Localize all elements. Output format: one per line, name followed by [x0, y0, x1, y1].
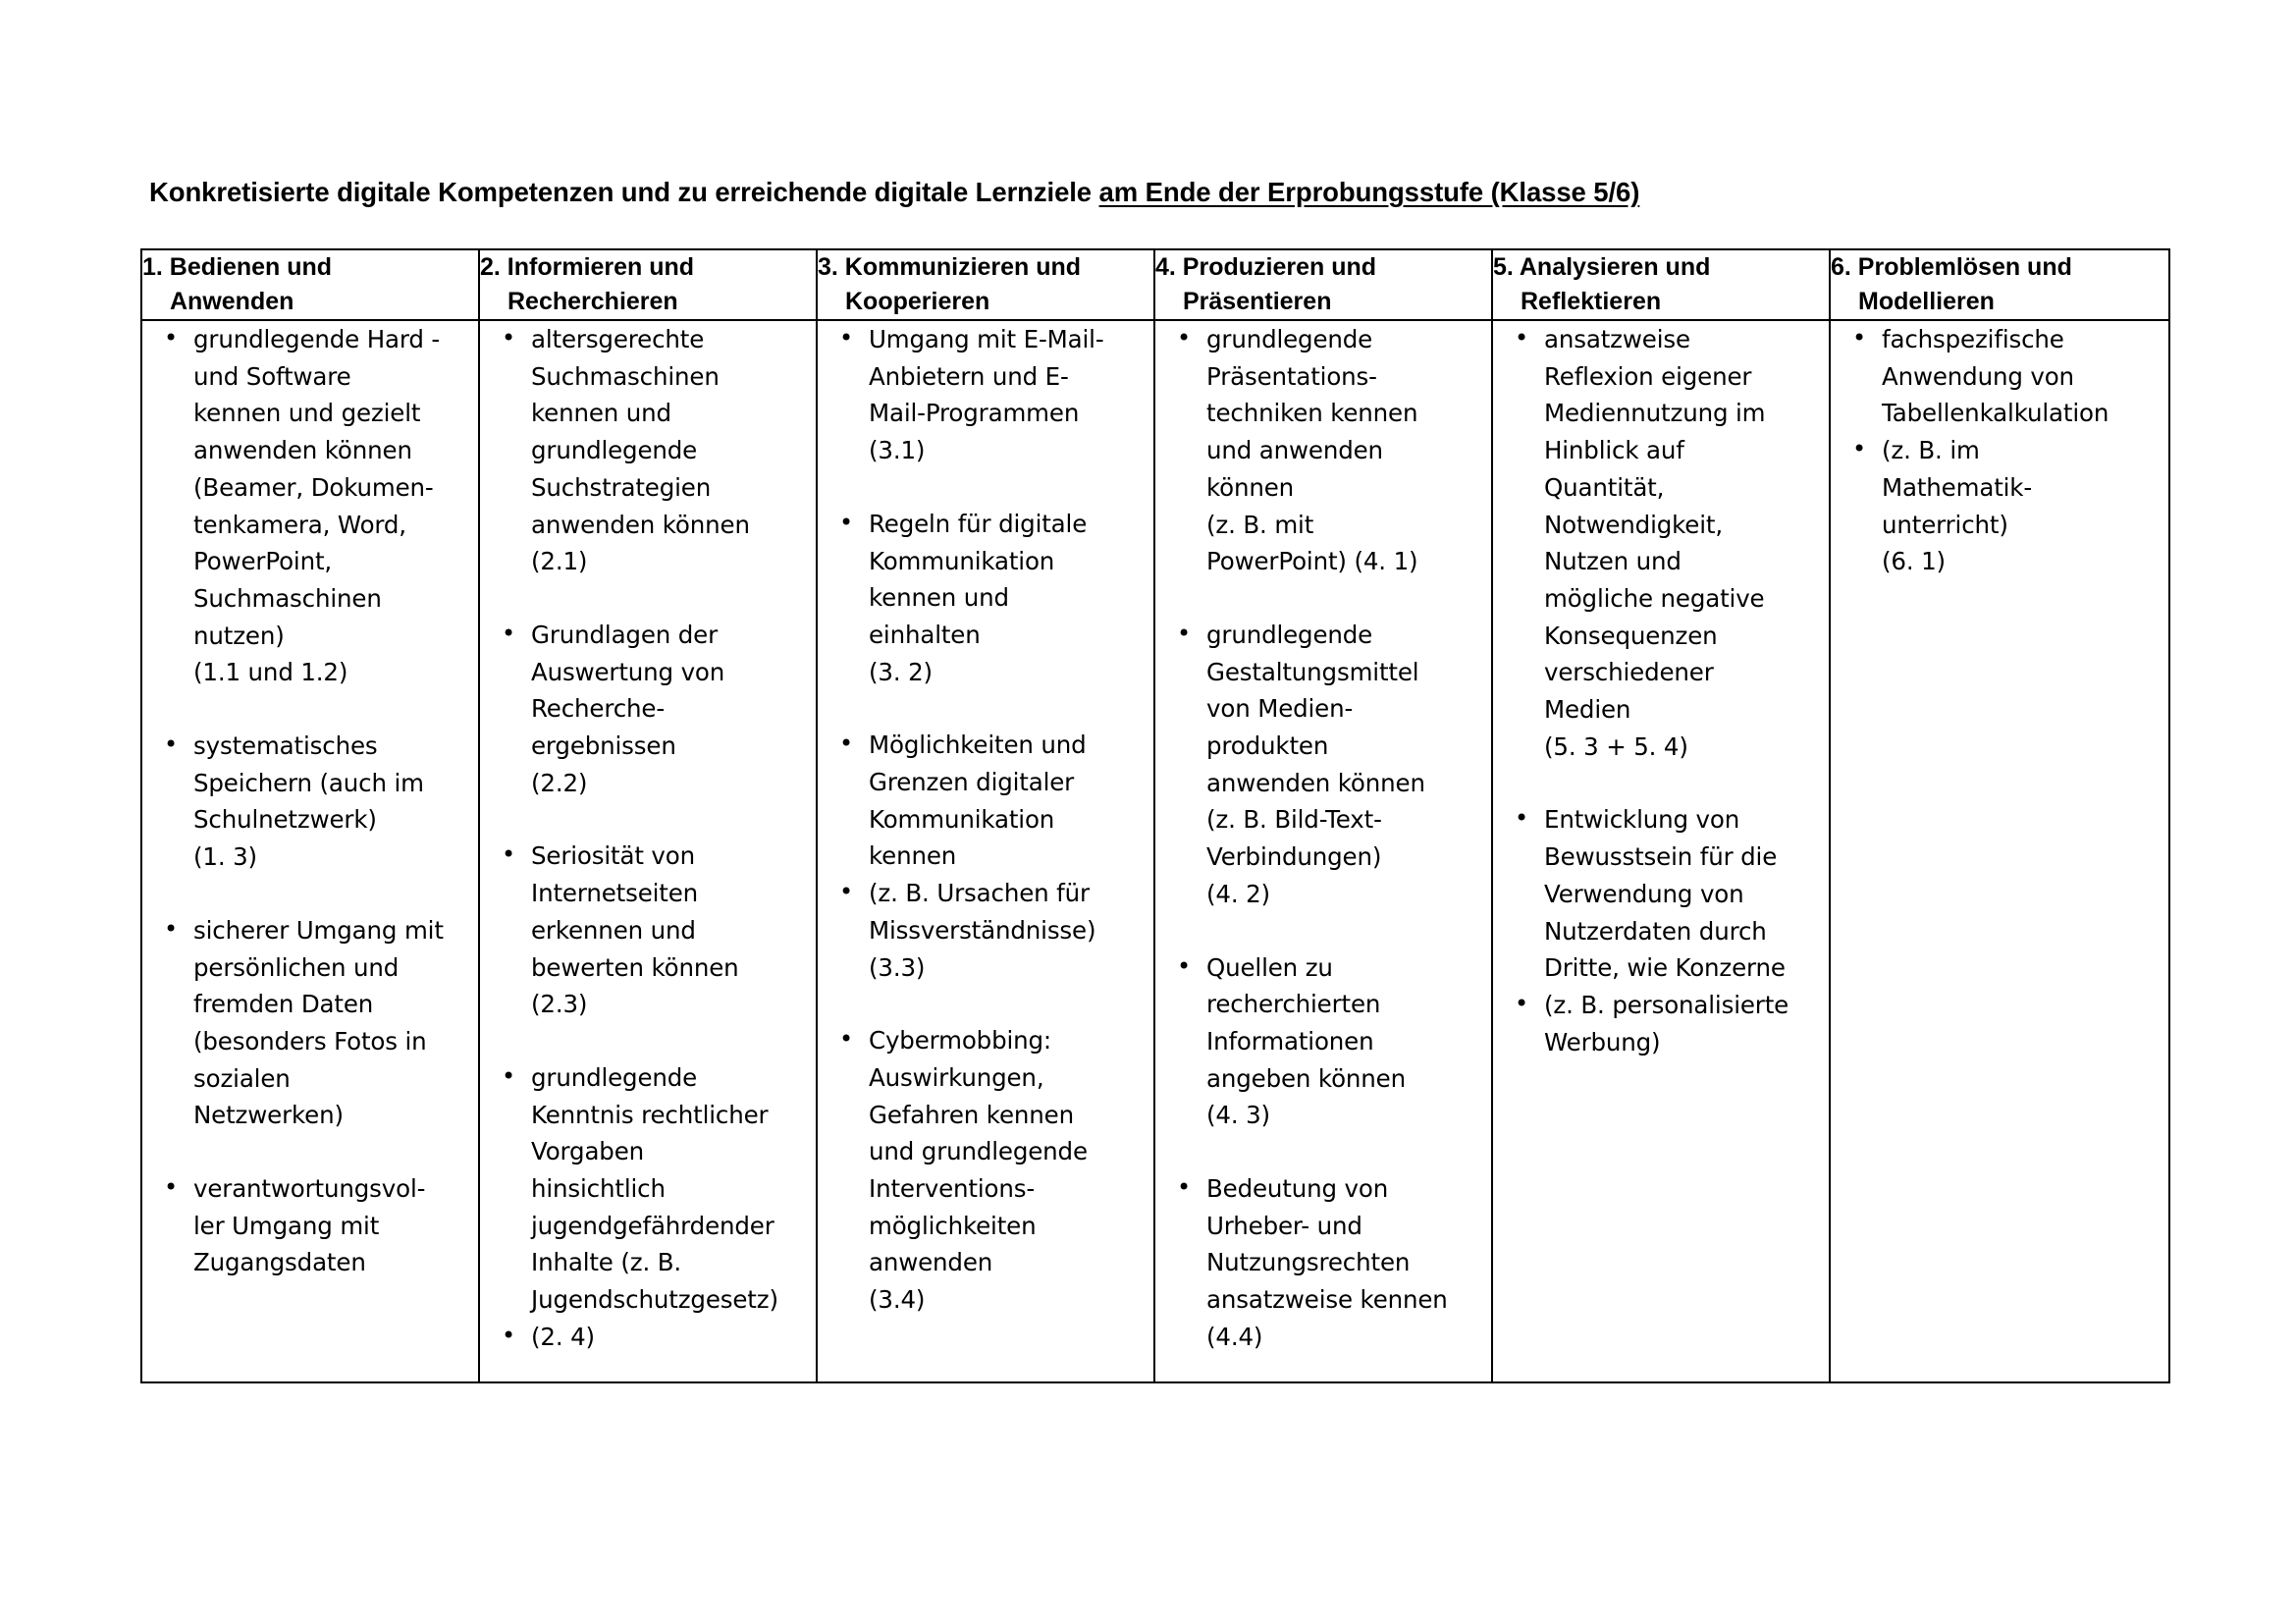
list-item: [480, 617, 816, 802]
list-item-line: Notwendigkeit,: [1544, 510, 1723, 539]
table-body-row: [141, 320, 2169, 1382]
list-item: [142, 728, 478, 876]
list-item-line: Mediennutzung im: [1544, 399, 1766, 428]
list-item: [142, 912, 478, 1134]
list-item: [1831, 321, 2168, 432]
list-item: [818, 321, 1153, 469]
list-item-line: Nutzerdaten durch: [1544, 916, 1767, 946]
list-item: [480, 1319, 816, 1356]
list-item-line: jugendgefährdender: [531, 1211, 774, 1240]
list-item-line: (4. 2): [1206, 879, 1270, 908]
list-item-line: möglichkeiten: [869, 1211, 1037, 1240]
list-item: [1155, 617, 1491, 913]
column-body-4: [1154, 320, 1492, 1382]
list-item-line: (1.1 und 1.2): [193, 658, 348, 687]
list-item-line: Dritte, wie Konzerne: [1544, 953, 1786, 983]
list-item-line: und anwenden: [1206, 436, 1383, 465]
bullet-list-3: [818, 321, 1153, 1319]
competencies-table: [140, 248, 2170, 1383]
list-item-line: erkennen und: [531, 915, 696, 945]
list-item-line: kennen und: [531, 399, 671, 428]
list-item-line: Gefahren kennen: [869, 1100, 1074, 1129]
list-item-line: grundlegende: [531, 436, 698, 465]
list-item-line: • altersgerechte: [531, 325, 705, 353]
list-item-line: Auswertung von: [531, 657, 725, 686]
list-item-line: Nutzen und: [1544, 547, 1682, 576]
list-item-line: kennen und gezielt: [193, 399, 421, 428]
list-item-line: Tabellenkalkulation: [1882, 399, 2109, 428]
list-item-line: Nutzungsrechten: [1206, 1248, 1411, 1277]
list-item-line: Schulnetzwerk): [193, 805, 377, 835]
column-header-3-line1: 3. Kommunizieren und: [818, 253, 1082, 281]
list-item: [1155, 949, 1491, 1135]
list-item-line: Mail-Programmen: [869, 399, 1080, 428]
list-item: [818, 727, 1153, 875]
column-header-2: [479, 249, 817, 320]
list-item-line: • Möglichkeiten und: [869, 731, 1087, 760]
list-item-line: Speichern (auch im: [193, 768, 424, 797]
list-item-line: Auswirkungen,: [869, 1062, 1044, 1092]
list-item-line: kennen: [869, 841, 957, 871]
column-header-6: [1830, 249, 2169, 320]
list-item-line: unterricht): [1882, 510, 2008, 539]
list-item-line: • verantwortungsvol-: [193, 1174, 426, 1204]
list-item-line: Jugendschutzgesetz): [531, 1285, 778, 1315]
list-item-line: (1. 3): [193, 842, 257, 872]
list-item-line: Kommunikation: [869, 546, 1055, 575]
list-item-line: Internetseiten: [531, 879, 699, 908]
bullet-list-4: [1155, 321, 1491, 1356]
list-item-line: (6. 1): [1882, 547, 1946, 576]
list-item-line: Informationen: [1206, 1026, 1374, 1056]
list-item-line: Bewusstsein für die: [1544, 842, 1778, 872]
list-item-line: • (z. B. Ursachen für: [869, 879, 1090, 908]
list-item: [480, 1059, 816, 1319]
list-item-line: (3. 2): [869, 657, 933, 686]
list-item-line: Missverständnisse): [869, 915, 1096, 945]
list-item-line: (5. 3 + 5. 4): [1544, 731, 1688, 761]
column-header-6-line2: Modellieren: [1858, 288, 1995, 315]
list-item-line: anwenden können: [193, 436, 412, 465]
list-item-line: produkten: [1206, 731, 1329, 761]
list-item: [1155, 1170, 1491, 1356]
list-item-line: techniken kennen: [1206, 399, 1418, 428]
list-item-line: Präsentations-: [1206, 361, 1377, 391]
list-item-line: (2.3): [531, 990, 588, 1019]
list-item-line: • Cybermobbing:: [869, 1026, 1052, 1056]
list-item-line: kennen und: [869, 583, 1009, 613]
list-item-line: Inhalte (z. B.: [531, 1248, 682, 1277]
list-item-line: Reflexion eigener: [1544, 361, 1752, 391]
list-item-line: (3.3): [869, 952, 926, 982]
list-item-line: (4.4): [1206, 1322, 1263, 1351]
list-item: [1155, 321, 1491, 580]
list-item-line: • Umgang mit E-Mail-: [869, 325, 1104, 353]
list-item-line: anwenden können: [531, 510, 750, 539]
column-header-6-line1: 6. Problemlösen und: [1831, 253, 2072, 281]
list-item-line: hinsichtlich: [531, 1174, 666, 1204]
list-item-line: Suchstrategien: [531, 472, 712, 502]
list-item: [818, 875, 1153, 986]
list-item-line: PowerPoint) (4. 1): [1206, 547, 1418, 576]
column-body-5: [1492, 320, 1830, 1382]
list-item-line: recherchierten: [1206, 990, 1381, 1019]
list-item-line: persönlichen und: [193, 952, 400, 982]
list-item-line: • (z. B. im: [1882, 436, 1980, 465]
list-item-line: • systematisches: [193, 731, 378, 761]
column-header-2-line2: Recherchieren: [507, 288, 678, 315]
list-item-line: Netzwerken): [193, 1101, 344, 1130]
list-item-line: • Regeln für digitale: [869, 509, 1088, 538]
column-body-3: [817, 320, 1154, 1382]
list-item-line: • Bedeutung von: [1206, 1174, 1389, 1204]
list-item-line: Anwendung von: [1882, 361, 2074, 391]
column-header-5-line2: Reflektieren: [1521, 288, 1662, 315]
list-item: [818, 506, 1153, 691]
list-item: [1493, 321, 1829, 765]
list-item-line: • Grundlagen der: [531, 620, 719, 649]
list-item-line: können: [1206, 472, 1295, 502]
list-item-line: • sicherer Umgang mit: [193, 915, 444, 945]
list-item: [142, 1170, 478, 1281]
column-header-4-line2: Präsentieren: [1183, 288, 1332, 315]
list-item: [1493, 801, 1829, 987]
list-item-line: Verbindungen): [1206, 842, 1382, 872]
column-header-4: [1154, 249, 1492, 320]
list-item-line: ergebnissen: [531, 731, 676, 761]
list-item-line: verschiedener: [1544, 658, 1714, 687]
list-item-line: (4. 3): [1206, 1101, 1270, 1130]
bullet-list-6: [1831, 321, 2168, 580]
bullet-list-1: [142, 321, 478, 1281]
list-item-line: Werbung): [1544, 1027, 1661, 1056]
column-header-1-line2: Anwenden: [170, 288, 294, 315]
list-item-line: angeben können: [1206, 1063, 1406, 1093]
bullet-list-2: [480, 321, 816, 1356]
table-header-row: [141, 249, 2169, 320]
column-body-6: [1830, 320, 2169, 1382]
list-item-line: • Seriosität von: [531, 841, 695, 871]
list-item-line: Suchmaschinen: [193, 583, 382, 613]
list-item-line: ansatzweise kennen: [1206, 1285, 1448, 1315]
page-title-plain: Konkretisierte digitale Kompetenzen und zu erreichende digitale Lernziele: [149, 177, 1099, 207]
list-item-line: • Quellen zu: [1206, 952, 1333, 982]
list-item: [1831, 432, 2168, 580]
list-item-line: Hinblick auf: [1544, 436, 1684, 465]
column-header-3: [817, 249, 1154, 320]
list-item-line: • fachspezifische: [1882, 325, 2064, 353]
list-item-line: (3.1): [869, 436, 926, 465]
list-item-line: tenkamera, Word,: [193, 510, 406, 539]
list-item-line: sozialen: [193, 1063, 291, 1093]
list-item-line: Quantität,: [1544, 472, 1665, 502]
bullet-list-5: [1493, 321, 1829, 1060]
list-item-line: Vorgaben: [531, 1137, 645, 1166]
list-item-line: • Entwicklung von: [1544, 805, 1740, 835]
list-item-line: von Medien-: [1206, 694, 1354, 724]
page-title: [149, 176, 2171, 209]
column-header-2-line1: 2. Informieren und: [480, 253, 695, 281]
list-item-line: • grundlegende: [1206, 620, 1373, 649]
list-item-line: Interventions-: [869, 1174, 1036, 1204]
column-header-1-line1: 1. Bedienen und: [142, 253, 333, 281]
list-item-line: (z. B. mit: [1206, 510, 1314, 539]
list-item-line: Suchmaschinen: [531, 361, 720, 391]
column-header-4-line1: 4. Produzieren und: [1155, 253, 1377, 281]
list-item-line: Kommunikation: [869, 804, 1055, 834]
column-header-3-line2: Kooperieren: [845, 288, 990, 315]
list-item-line: und Software: [193, 361, 351, 391]
column-header-1: [141, 249, 479, 320]
list-item-line: und grundlegende: [869, 1137, 1088, 1166]
list-item: [142, 321, 478, 691]
list-item-line: Gestaltungsmittel: [1206, 657, 1419, 686]
list-item-line: • grundlegende: [1206, 325, 1373, 353]
column-body-1: [141, 320, 479, 1382]
list-item-line: Grenzen digitaler: [869, 768, 1075, 797]
column-header-5: [1492, 249, 1830, 320]
list-item-line: bewerten können: [531, 952, 739, 982]
list-item-line: (3.4): [869, 1285, 926, 1315]
list-item-line: (Beamer, Dokumen-: [193, 472, 434, 502]
list-item-line: (besonders Fotos in: [193, 1026, 427, 1056]
list-item: [1493, 987, 1829, 1060]
list-item-line: • ansatzweise: [1544, 325, 1690, 353]
list-item-line: ler Umgang mit: [193, 1211, 380, 1240]
list-item-line: anwenden: [869, 1248, 993, 1277]
column-body-2: [479, 320, 817, 1382]
list-item-line: Zugangsdaten: [193, 1248, 366, 1277]
list-item-line: Konsequenzen: [1544, 621, 1718, 650]
list-item-line: Mathematik-: [1882, 472, 2033, 502]
page-title-underlined: am Ende der Erprobungsstufe (Klasse 5/6): [1098, 177, 1640, 207]
list-item-line: Anbietern und E-: [869, 361, 1069, 391]
list-item-line: nutzen): [193, 621, 285, 650]
list-item-line: • grundlegende: [531, 1062, 698, 1092]
list-item-line: Verwendung von: [1544, 879, 1744, 908]
list-item-line: einhalten: [869, 620, 981, 649]
list-item-line: Recherche-: [531, 694, 666, 724]
list-item-line: • grundlegende Hard -: [193, 325, 441, 353]
list-item-line: (2.1): [531, 547, 588, 576]
list-item-line: (2.2): [531, 768, 588, 797]
list-item-line: Medien: [1544, 695, 1631, 725]
list-item: [818, 1022, 1153, 1319]
list-item-line: • (2. 4): [531, 1322, 595, 1351]
column-header-5-line1: 5. Analysieren und: [1493, 253, 1711, 281]
list-item-line: anwenden können: [1206, 768, 1425, 797]
list-item-line: Kenntnis rechtlicher: [531, 1100, 769, 1129]
list-item-line: Urheber- und: [1206, 1211, 1362, 1240]
list-item-line: fremden Daten: [193, 990, 374, 1019]
list-item-line: PowerPoint,: [193, 547, 333, 576]
list-item-line: • (z. B. personalisierte: [1544, 990, 1789, 1019]
list-item-line: (z. B. Bild-Text-: [1206, 805, 1382, 835]
list-item-line: mögliche negative: [1544, 583, 1765, 613]
list-item: [480, 838, 816, 1023]
list-item: [480, 321, 816, 580]
